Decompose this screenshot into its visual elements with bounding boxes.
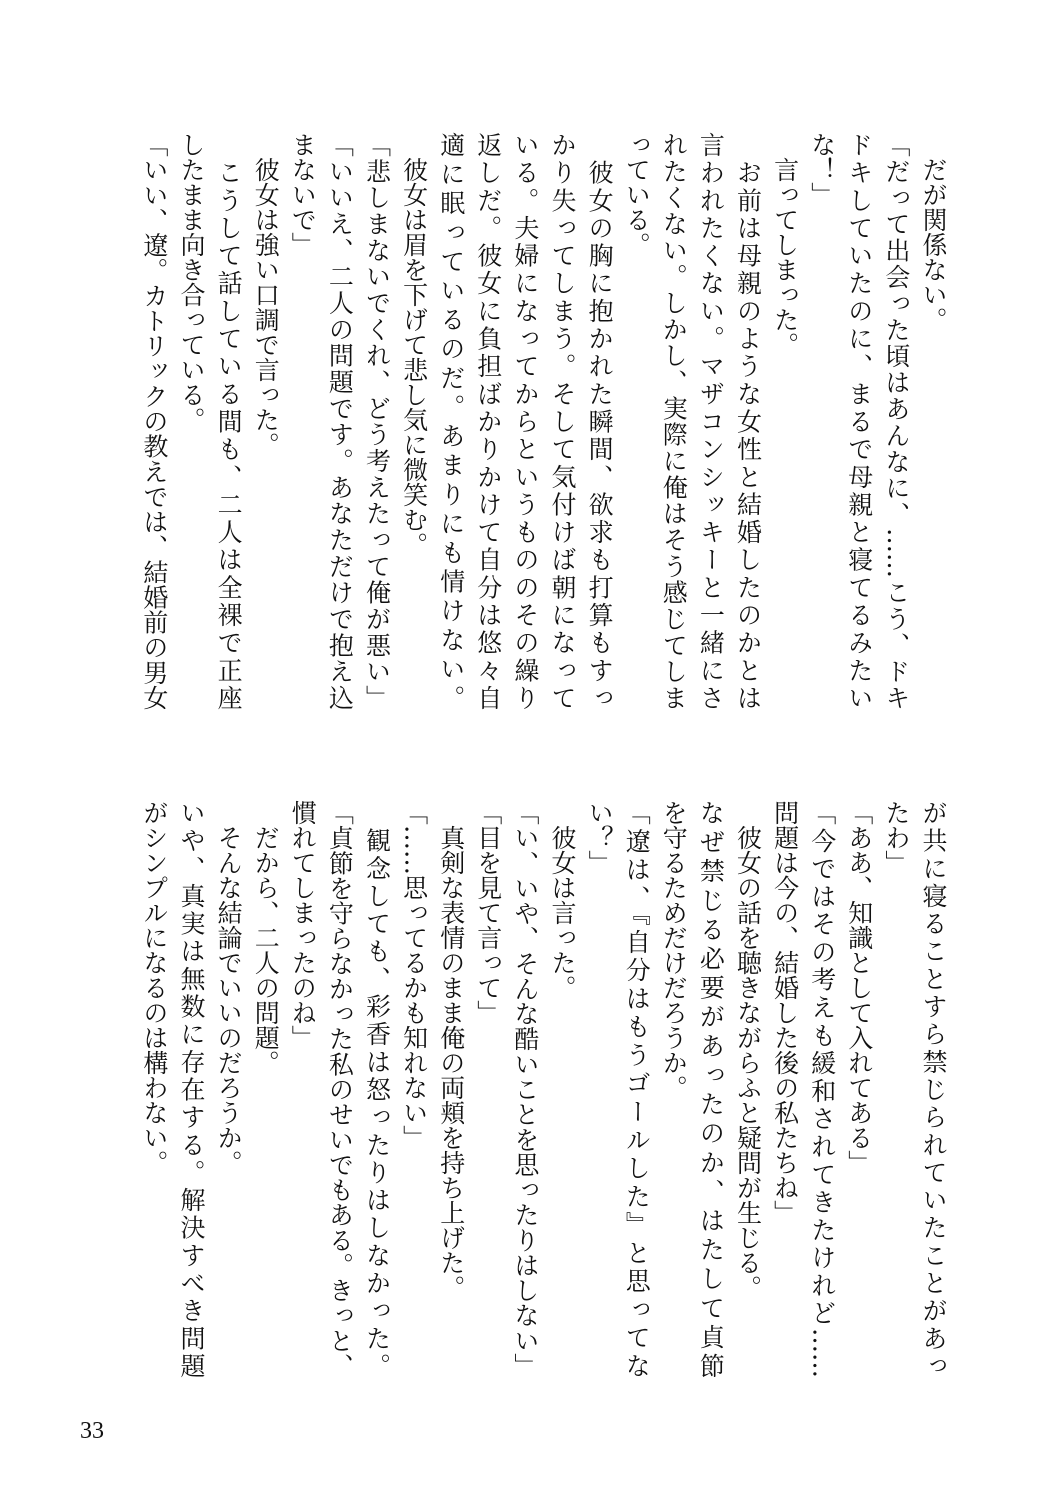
text-column: 「遼は、『自分はもうゴールした』と思ってな	[622, 800, 652, 1378]
text-column: 「貞節を守らなかった私のせいでもある。きっと、	[325, 800, 355, 1378]
text-column: 彼女は強い口調で言った。	[251, 132, 281, 457]
text-column: が共に寝ることすら禁じられていたことがあっ	[919, 800, 948, 1378]
text-column: 言ってしまった。	[770, 132, 800, 357]
text-column: 「目を見て言って」	[473, 800, 503, 1025]
text-column: まないで」	[288, 132, 318, 257]
text-column: 彼女は眉を下げて悲し気に微笑む。	[399, 132, 429, 557]
text-column: 「……思ってるかも知れない」	[399, 800, 429, 1150]
text-column: いる。夫婦になってからというもののその繰り	[510, 132, 540, 710]
text-column: れたくない。しかし、実際に俺はそう感じてしま	[659, 132, 689, 710]
text-column: 観念しても、彩香は怒ったりはしなかった。	[362, 800, 392, 1378]
text-column: ドキしていたのに、まるで母親と寝てるみたい	[844, 132, 874, 710]
text-column: がシンプルになるのは構わない。	[139, 800, 169, 1175]
page-number: 33	[80, 1418, 104, 1444]
text-column: だが関係ない。	[919, 132, 948, 332]
text-column: お前は母親のような女性と結婚したのかとは	[733, 132, 763, 710]
text-column: 問題は今の、結婚した後の私たちね」	[770, 800, 800, 1225]
text-column: い？」	[585, 800, 615, 875]
text-column: いや、真実は無数に存在する。解決すべき問題	[177, 800, 206, 1378]
text-column: 彼女は言った。	[548, 800, 577, 1000]
text-column: な！」	[807, 132, 837, 207]
text-column: 返しだ。彼女に負担ばかりかけて自分は悠々自	[473, 132, 503, 710]
text-block-top	[0, 132, 1049, 710]
text-column: なぜ禁じる必要があったのか、はたして貞節	[696, 800, 726, 1378]
text-column: たわ」	[881, 800, 911, 875]
text-column: 「だって出会った頃はあんなに、……こう、ドキ	[881, 132, 911, 710]
text-column: かり失ってしまう。そして気付けば朝になって	[548, 132, 577, 710]
text-column: 「悲しまないでくれ、どう考えたって俺が悪い」	[362, 132, 392, 710]
text-column: 「いいえ、二人の問題です。あなただけで抱え込	[325, 132, 355, 710]
text-column: 「今ではその考えも緩和されてきたけれど……	[807, 800, 837, 1378]
text-column: っている。	[622, 132, 652, 257]
text-column: を守るためだけだろうか。	[659, 800, 689, 1100]
text-column: だから、二人の問題。	[251, 800, 281, 1075]
text-column: したまま向き合っている。	[177, 132, 206, 432]
text-column: そんな結論でいいのだろうか。	[214, 800, 244, 1175]
text-column: 「い、いや、そんな酷いことを思ったりはしない」	[510, 800, 540, 1378]
text-column: 言われたくない。マザコンシッキーと一緒にさ	[696, 132, 726, 710]
text-block-bottom	[0, 800, 1049, 1378]
text-column: 「いい、遼。カトリックの教えでは、結婚前の男女	[139, 132, 169, 710]
text-column: 適に眠っているのだ。あまりにも情けない。	[436, 132, 466, 710]
text-column: 「ああ、知識として入れてある」	[844, 800, 874, 1175]
text-column: 真剣な表情のまま俺の両頬を持ち上げた。	[436, 800, 466, 1300]
text-column: 慣れてしまったのね」	[288, 800, 318, 1050]
text-column: 彼女の話を聴きながらふと疑問が生じる。	[733, 800, 763, 1300]
text-column: こうして話している間も、二人は全裸で正座	[214, 132, 244, 710]
text-column: 彼女の胸に抱かれた瞬間、欲求も打算もすっ	[585, 132, 615, 710]
